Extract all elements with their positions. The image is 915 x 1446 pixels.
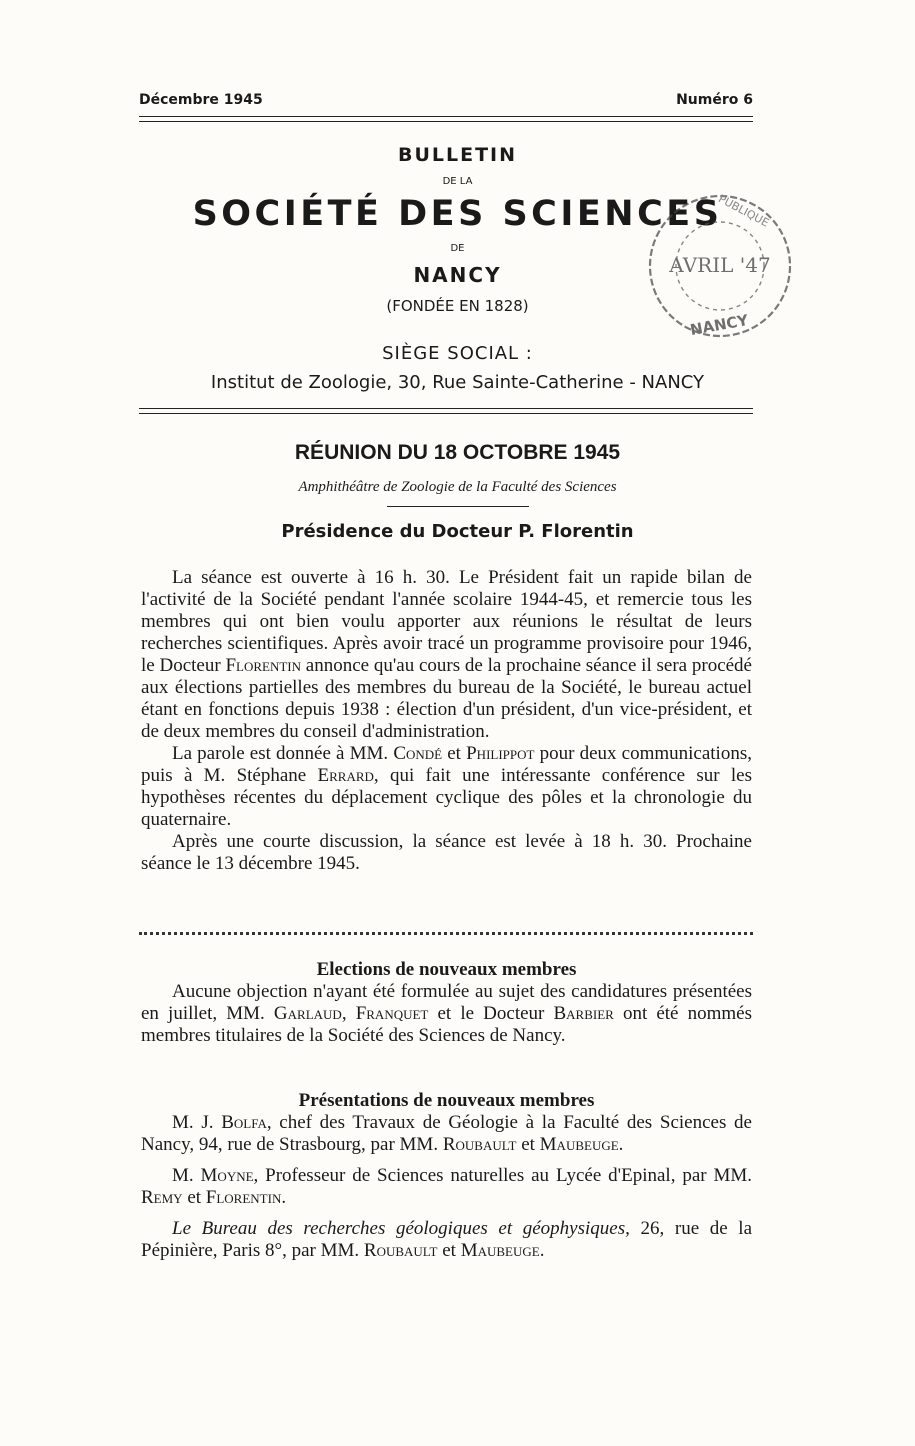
issue-date: Décembre 1945 [139,92,263,108]
header-rule [139,116,753,122]
minutes-body [141,567,752,875]
headquarters-address: Institut de Zoologie, 30, Rue Sainte-Catherine - NANCY [210,372,705,393]
minutes-paragraph-3: Après une courte discussion, la séance est levée à 18 h. 30. Prochaine séance le 13 décembre 1945. [141,831,752,874]
section-divider [139,932,753,935]
stamp-date: AVRIL '47 [669,253,771,277]
meeting-chair: Présidence du Docteur P. Florentin [281,521,634,542]
stamp-arc-text: PUBLIQUE [716,192,772,230]
masthead-rule [139,408,753,414]
minutes-paragraph-2: La parole est donnée à MM. Condé et Philippot pour deux communications, puis à M. Stéphane Errard, qui fait une intéressante conférence sur les hypothèses récentes du déplacement cyclique des pôles et la chronologie du quaternaire. [141,743,752,830]
headquarters-label: SIÈGE SOCIAL : [382,343,533,364]
meeting-title: RÉUNION DU 18 OCTOBRE 1945 [294,441,621,464]
founded-line: (FONDÉE EN 1828) [386,297,529,315]
venue-rule [387,506,529,507]
elections-paragraph: Aucune objection n'ayant été formulée au sujet des candidatures présentées en juillet, MM. Garlaud, Franquet et le Docteur Barbier ont été nommés membres titulaires de la Société des Sciences de Nancy. [141,981,752,1046]
city-name: NANCY [413,263,502,287]
de-la-label: DE LA [442,176,473,187]
elections-heading: Elections de nouveaux membres [316,959,577,980]
presentations-section [141,1090,752,1262]
presentations-heading: Présentations de nouveaux membres [298,1090,595,1111]
minutes-paragraph-1: La séance est ouverte à 16 h. 30. Le Président fait un rapide bilan de l'activité de la Société pendant l'année scolaire 1944-45, et remercie tous les membres qui ont bien voulu apporter aux réunions le résultat de leurs recherches scientifiques. Après avoir tracé un programme provisoire pour 1946, le Docteur Florentin annonce qu'au cours de la prochaine séance il sera procédé aux élections partielles des membres du bureau de la Société, le bureau actuel étant en fonctions depuis 1938 : élection d'un président, d'un vice-président, et de deux membres du conseil d'administration. [141,567,752,742]
de-label: DE [450,243,465,254]
presentation-entry: M. Moyne, Professeur de Sciences naturelles au Lycée d'Epinal, par MM. Remy et Florentin. [141,1165,752,1208]
presentation-entry: Le Bureau des recherches géologiques et géophysiques, 26, rue de la Pépinière, Paris 8°, par MM. Roubault et Maubeuge. [141,1218,753,1261]
bulletin-title: BULLETIN [397,144,518,166]
meeting-venue: Amphithéâtre de Zoologie de la Faculté des Sciences [298,479,617,495]
elections-section [141,959,752,1047]
library-stamp [638,180,798,350]
society-name: SOCIÉTÉ DES SCIENCES [192,194,723,234]
running-header [139,92,753,112]
issue-number: Numéro 6 [676,92,753,108]
presentation-entry: M. J. Bolfa, chef des Travaux de Géologie à la Faculté des Sciences de Nancy, 94, rue de Strasbourg, par MM. Roubault et Maubeuge. [141,1112,752,1155]
stamp-city: NANCY [688,311,750,340]
